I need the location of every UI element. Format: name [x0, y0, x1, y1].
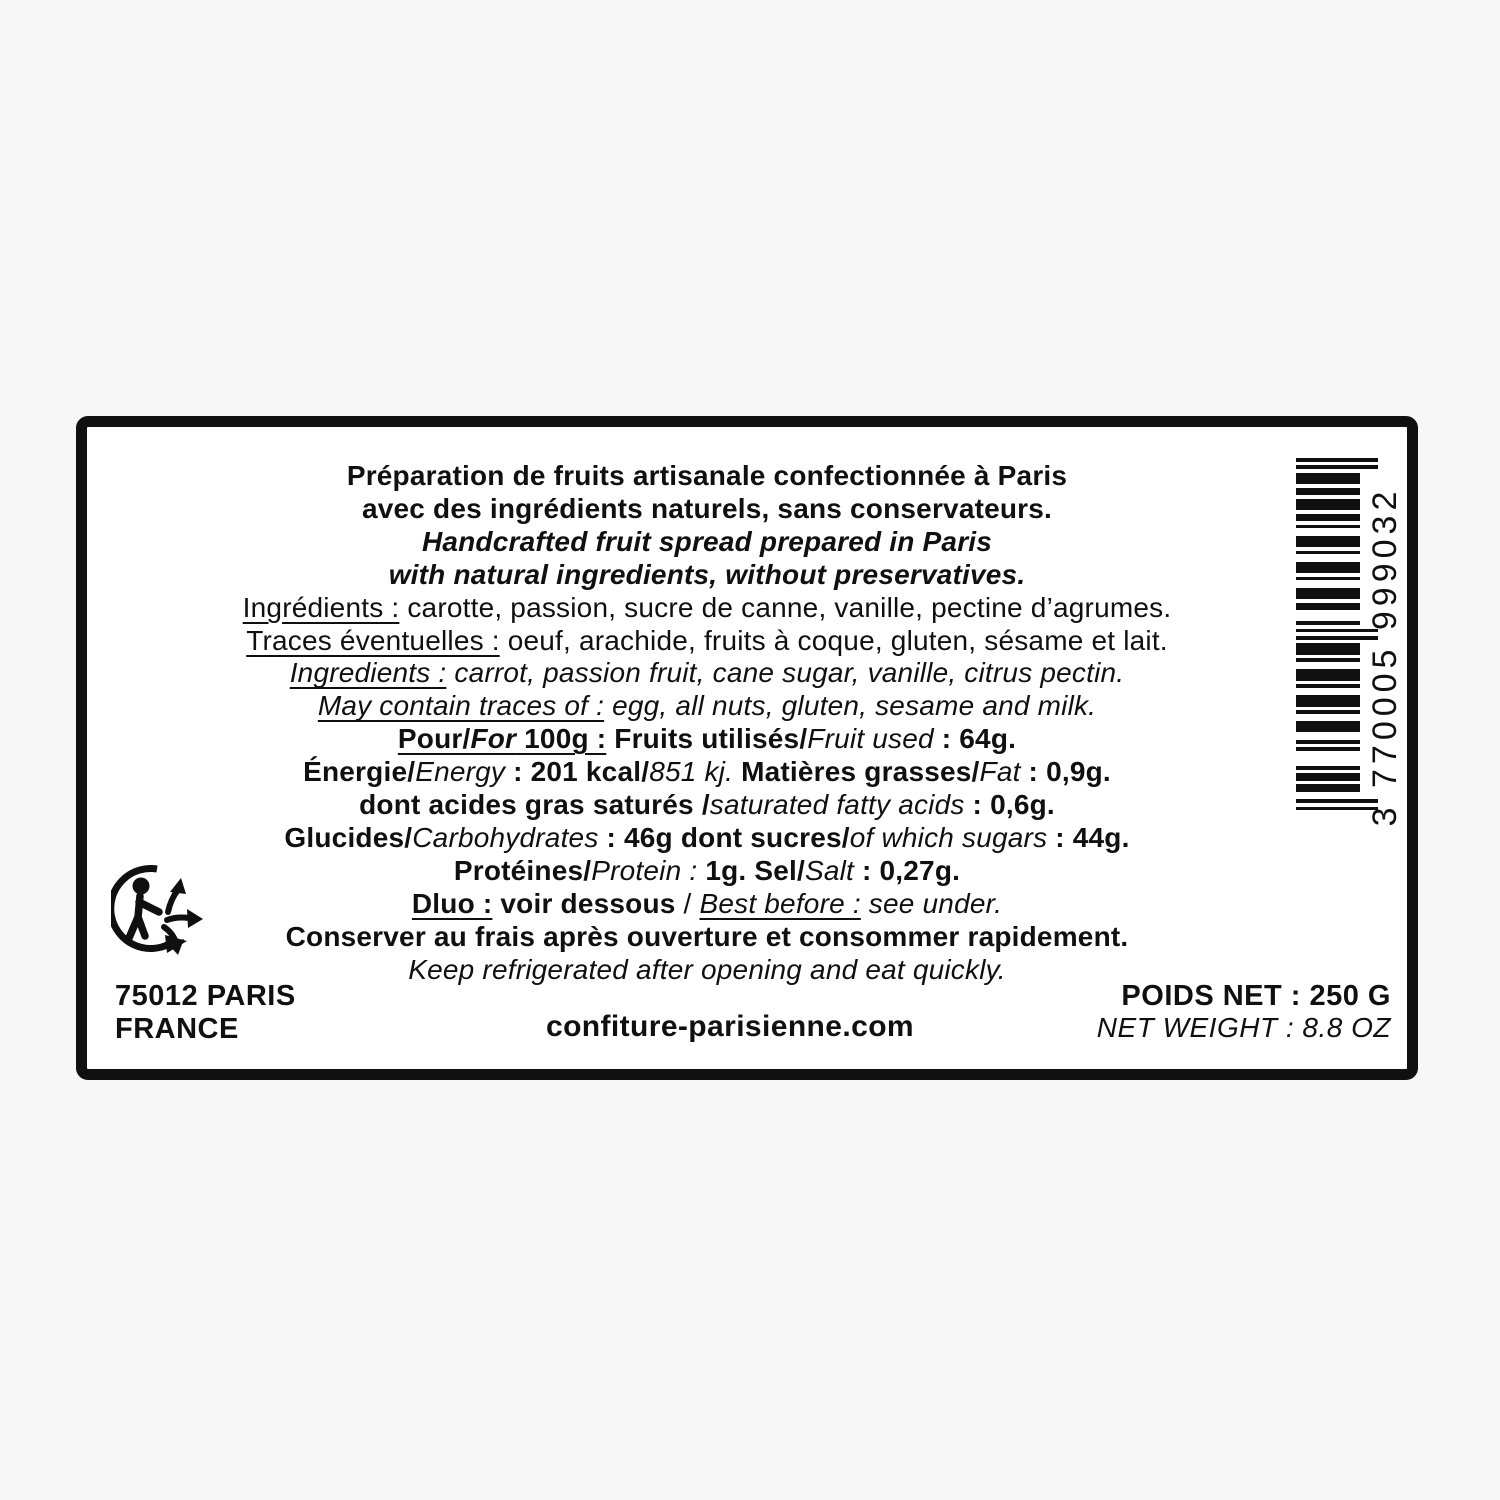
label-text-line-11: dont acides gras saturés /saturated fatty acids : 0,6g.	[359, 789, 1055, 821]
barcode-number: 3 770005 999032	[1366, 486, 1404, 827]
label-text-line-16: Keep refrigerated after opening and eat quickly.	[408, 953, 1006, 985]
label-text-line-3: Handcrafted fruit spread prepared in Paris	[421, 525, 993, 557]
address-line-city: 75012 PARIS	[115, 980, 296, 1012]
barcode-bar	[1296, 536, 1360, 547]
barcode-bar	[1296, 643, 1360, 654]
product-label-back	[76, 416, 1418, 1080]
barcode-bar	[1296, 473, 1360, 484]
net-weight-block	[1097, 980, 1391, 1044]
barcode-gap	[1296, 610, 1360, 621]
label-text-line-12: Glucides/Carbohydrates : 46g dont sucres/of which sugars : 44g.	[284, 821, 1130, 853]
barcode-bar	[1296, 562, 1360, 573]
barcode-gap	[1296, 714, 1360, 721]
address-line-country: FRANCE	[115, 1013, 239, 1045]
label-text-line-14: Dluo : voir dessous / Best before : see under.	[411, 887, 1003, 919]
triman-recycling-icon	[111, 865, 211, 965]
barcode-bar	[1296, 514, 1360, 521]
net-weight-imperial: NET WEIGHT : 8.8 OZ	[1096, 1012, 1391, 1043]
producer-address	[115, 980, 296, 1046]
barcode-gap	[1296, 528, 1360, 535]
barcode-gap	[1296, 792, 1360, 799]
label-text-line-9: Pour/For 100g : Fruits utilisés/Fruit used : 64g.	[397, 723, 1017, 755]
barcode-bar	[1296, 603, 1360, 610]
barcode-gap	[1296, 751, 1360, 766]
label-text-line-1: Préparation de fruits artisanale confectionnée à Paris	[346, 460, 1068, 491]
barcode-gap	[1296, 554, 1360, 561]
net-weight-metric: POIDS NET : 250 G	[1121, 980, 1391, 1012]
barcode-bar	[1296, 773, 1360, 780]
label-text-line-4: with natural ingredients, without preservatives.	[388, 558, 1026, 590]
barcode-bar	[1296, 695, 1360, 706]
label-text-line-10: Énergie/Energy : 201 kcal/851 kj. Matières grasses/Fat : 0,9g.	[303, 756, 1111, 788]
label-text-line-15: Conserver au frais après ouverture et consommer rapidement.	[285, 920, 1129, 952]
label-text-line-5: Ingrédients : carotte, passion, sucre de canne, vanille, pectine d’agrumes.	[242, 591, 1172, 623]
label-text-line-8: May contain traces of : egg, all nuts, gluten, sesame and milk.	[317, 690, 1097, 722]
label-text-line-7: Ingredients : carrot, passion fruit, cane sugar, vanille, citrus pectin.	[289, 657, 1125, 689]
barcode-gap	[1296, 732, 1360, 739]
barcode-gap	[1296, 688, 1360, 695]
barcode-bar	[1296, 784, 1360, 791]
label-text-block	[99, 460, 1315, 987]
label-text-line-13: Protéines/Protein : 1g. Sel/Salt : 0,27g.	[453, 854, 961, 886]
barcode-bar	[1296, 669, 1360, 680]
barcode-bar	[1296, 499, 1360, 510]
label-text-line-6: Traces éventuelles : oeuf, arachide, fruits à coque, gluten, sésame et lait.	[246, 624, 1168, 656]
barcode-gap	[1296, 580, 1360, 587]
barcode-bar	[1296, 588, 1360, 599]
label-text-line-2: avec des ingrédients naturels, sans conservateurs.	[361, 492, 1053, 524]
barcode-bar	[1296, 488, 1360, 495]
barcode-gap	[1296, 662, 1360, 669]
barcode-bar	[1296, 721, 1360, 732]
website-text: confiture-parisienne.com	[545, 1010, 914, 1043]
